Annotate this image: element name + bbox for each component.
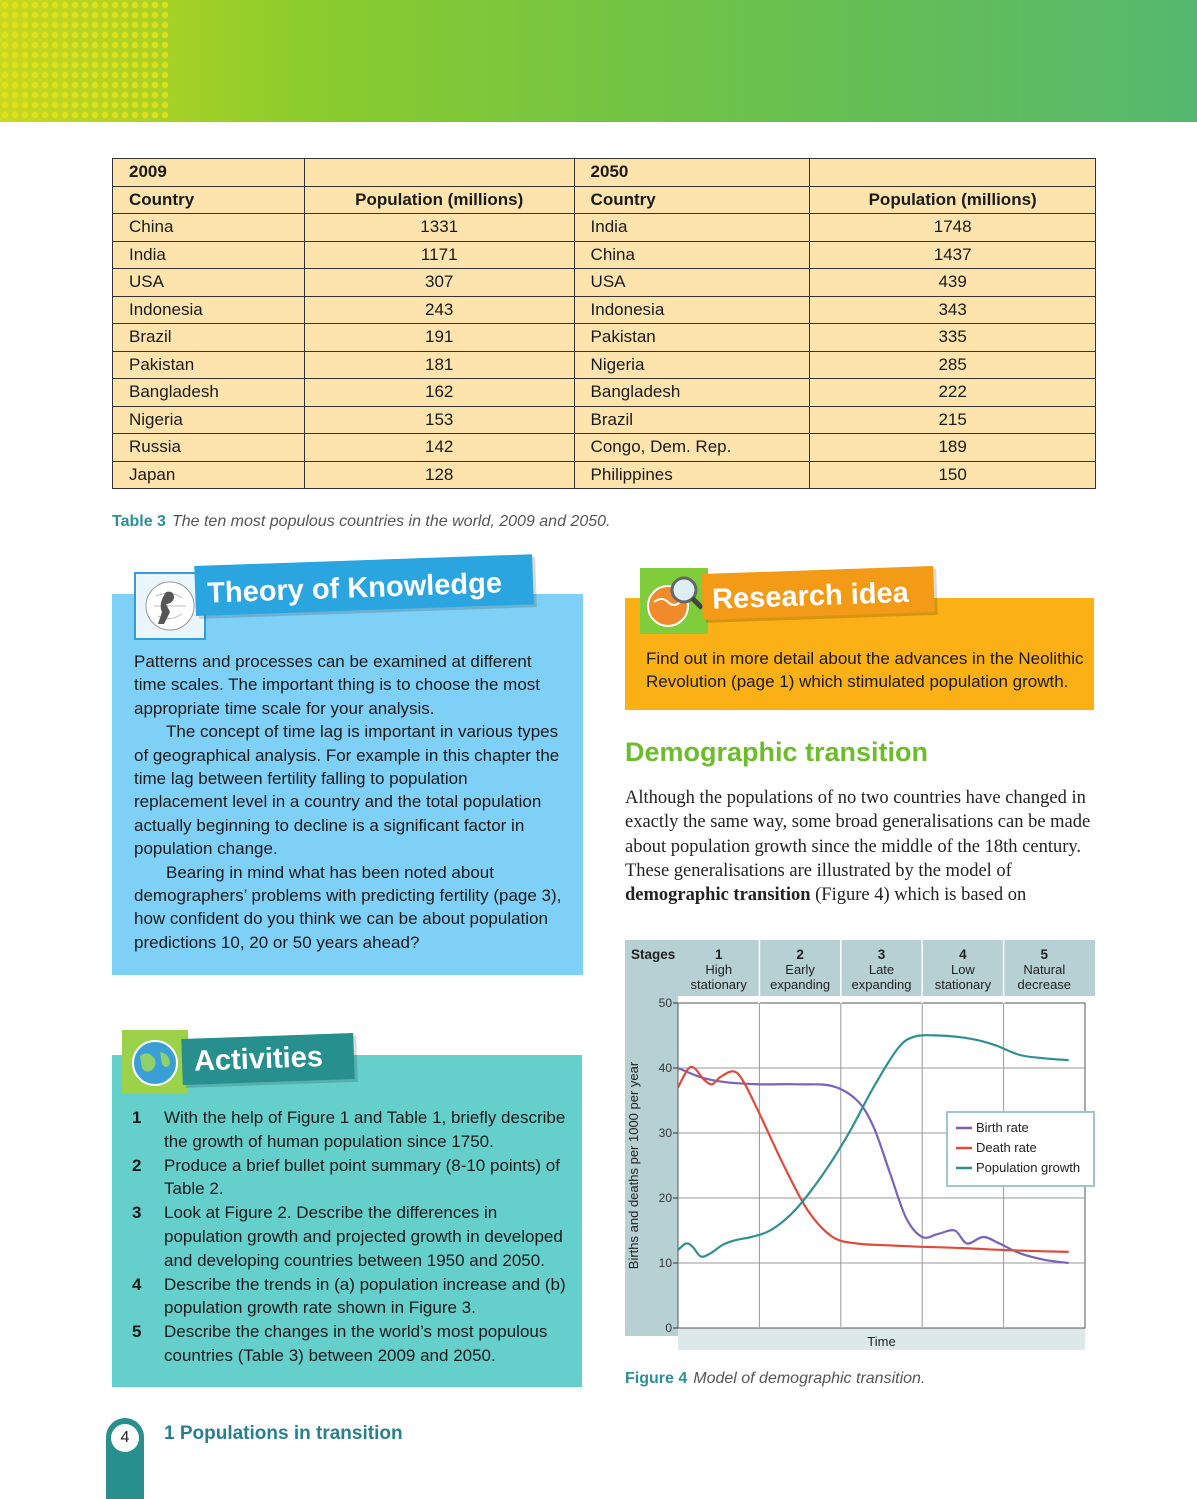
table-row — [113, 351, 1096, 379]
stage-name-line1: Low — [950, 962, 975, 977]
header-banner — [0, 0, 1197, 122]
table-caption-label: Table 3 — [112, 513, 166, 530]
figure-caption-label: Figure 4 — [625, 1370, 688, 1387]
col-population-2050: Population (millions) — [810, 186, 1096, 214]
table-cell: 222 — [810, 379, 1096, 407]
legend-label: Population growth — [976, 1160, 1081, 1175]
activity-number: 2 — [132, 1155, 142, 1175]
activity-item — [132, 1320, 572, 1368]
table-cell: Bangladesh — [574, 379, 810, 407]
table-cell: 215 — [810, 406, 1096, 434]
activity-number: 4 — [132, 1274, 142, 1294]
activity-text: Produce a brief bullet point summary (8-10 points) of Table 2. — [164, 1155, 560, 1199]
stages-label: Stages — [631, 947, 676, 962]
table-cell: USA — [113, 269, 305, 297]
activity-item — [132, 1273, 572, 1321]
stage-name-line2: expanding — [770, 977, 831, 992]
activity-item — [132, 1106, 572, 1154]
tok-paragraph: The concept of time lag is important in various types of geographical analysis. For example in this chapter the time lag between fertility falling to population replacement level in a country and the total population actually beginning to decline is a significant factor in population change. — [134, 722, 560, 859]
table-cell: 439 — [810, 269, 1096, 297]
table-cell: Philippines — [574, 461, 810, 489]
halftone-dots — [0, 0, 170, 122]
table-cell: China — [574, 241, 810, 269]
table-row — [113, 296, 1096, 324]
table-cell: India — [574, 214, 810, 242]
tok-paragraph: Patterns and processes can be examined at different time scales. The important thing is to choose the most appropriate time scale for your analysis. — [134, 652, 540, 718]
table-row — [113, 214, 1096, 242]
table-year-row — [113, 159, 1096, 187]
stage-name-line1: Natural — [1023, 962, 1066, 977]
table-cell: Brazil — [574, 406, 810, 434]
page-number: 4 — [111, 1424, 139, 1452]
population-table — [112, 158, 1096, 489]
table-caption — [112, 513, 610, 531]
table-row — [113, 434, 1096, 462]
table-cell: 191 — [304, 324, 574, 352]
year-2050: 2050 — [574, 159, 810, 187]
table-cell: 189 — [810, 434, 1096, 462]
table-cell: 285 — [810, 351, 1096, 379]
table-cell: USA — [574, 269, 810, 297]
demographic-transition-chart — [625, 940, 1095, 1352]
table-cell: 1437 — [810, 241, 1096, 269]
tok-tag — [134, 566, 524, 636]
table-cell: 335 — [810, 324, 1096, 352]
table-row — [113, 324, 1096, 352]
y-axis-label: Births and deaths per 1000 per year — [626, 1061, 641, 1270]
section-body: Although the populations of no two countries have changed in exactly the same way, some broad generalisations can be made about population growth since the middle of the 18th century. These generalisations are illustrated by the model of demographic transition (Figure 4) which is based on — [625, 788, 1091, 906]
y-tick-label: 0 — [665, 1321, 672, 1335]
table-cell: Japan — [113, 461, 305, 489]
table-row — [113, 241, 1096, 269]
tok-paragraph: Bearing in mind what has been noted about demographers’ problems with predicting fertility (page 3), how confident do you think we can be about population predictions 10, 20 or 50 years ahead? — [134, 862, 562, 952]
table-cell: China — [113, 214, 305, 242]
table-cell: 181 — [304, 351, 574, 379]
stage-name-line2: stationary — [934, 977, 992, 992]
table-cell: Russia — [113, 434, 305, 462]
table-cell: Congo, Dem. Rep. — [574, 434, 810, 462]
activity-item — [132, 1154, 572, 1202]
y-tick-label: 40 — [658, 1061, 672, 1075]
table-cell: 1171 — [304, 241, 574, 269]
stage-number: 3 — [877, 947, 886, 962]
table-cell: 128 — [304, 461, 574, 489]
table-cell: Bangladesh — [113, 379, 305, 407]
key-term: demographic transition — [625, 885, 811, 906]
table-header-row — [113, 186, 1096, 214]
activity-text: Describe the changes in the world’s most populous countries (Table 3) between 2009 and 2050. — [164, 1322, 548, 1365]
table-cell: 150 — [810, 461, 1096, 489]
activities-title: Activities — [181, 1033, 355, 1085]
tok-text — [134, 650, 564, 954]
y-tick-label: 20 — [658, 1191, 672, 1205]
activity-number: 5 — [132, 1322, 142, 1342]
activity-number: 1 — [132, 1108, 142, 1127]
col-population-2009: Population (millions) — [304, 186, 574, 214]
legend-label: Birth rate — [976, 1120, 1029, 1135]
research-tag — [640, 566, 930, 636]
table-cell: Brazil — [113, 324, 305, 352]
activity-text: With the help of Figure 1 and Table 1, briefly describe the growth of human population since 1750. — [164, 1108, 566, 1151]
activity-number: 3 — [132, 1203, 142, 1223]
activities-tag — [122, 1026, 352, 1096]
tok-title: Theory of Knowledge — [194, 554, 534, 616]
table-cell: Indonesia — [574, 296, 810, 324]
activity-item — [132, 1201, 572, 1272]
x-axis-label: Time — [867, 1334, 896, 1349]
table-cell: 153 — [304, 406, 574, 434]
table-cell: Nigeria — [574, 351, 810, 379]
y-tick-label: 30 — [658, 1126, 672, 1140]
table-caption-text: The ten most populous countries in the world, 2009 and 2050. — [171, 513, 611, 530]
stage-number: 5 — [1040, 947, 1049, 962]
y-tick-label: 10 — [658, 1256, 672, 1270]
table-row — [113, 406, 1096, 434]
table-cell: 142 — [304, 434, 574, 462]
stage-number: 2 — [796, 947, 804, 962]
stage-name-line1: Early — [785, 962, 815, 977]
table-cell: 307 — [304, 269, 574, 297]
table-cell: Pakistan — [574, 324, 810, 352]
stage-number: 1 — [714, 947, 723, 962]
page-tab — [106, 1418, 144, 1499]
figure-caption — [625, 1370, 925, 1388]
activities-list — [132, 1106, 572, 1368]
col-country-2050: Country — [574, 186, 810, 214]
stage-name-line2: decrease — [1017, 977, 1072, 992]
table-row — [113, 461, 1096, 489]
year-2009: 2009 — [113, 159, 305, 187]
activity-text: Look at Figure 2. Describe the differences in population growth and projected growth in developed and developing countries between 1950 and 2050. — [164, 1203, 563, 1270]
y-tick-label: 50 — [658, 996, 672, 1010]
figure-demographic-transition — [625, 940, 1095, 1352]
table-cell: 343 — [810, 296, 1096, 324]
figure-caption-text: Model of demographic transition. — [693, 1370, 926, 1387]
table-cell: 1331 — [304, 214, 574, 242]
stage-name-line1: Late — [868, 962, 895, 977]
stage-number: 4 — [959, 947, 967, 962]
research-text: Find out in more detail about the advances in the Neolithic Revolution (page 1) which stimulated population growth. — [646, 649, 1084, 692]
activity-text: Describe the trends in (a) population increase and (b) population growth rate shown in Figure 3. — [164, 1274, 566, 1318]
table-cell: 1748 — [810, 214, 1096, 242]
stage-name-line2: stationary — [690, 977, 747, 992]
table-cell: Indonesia — [113, 296, 305, 324]
col-country-2009: Country — [113, 186, 305, 214]
globe-icon — [122, 1030, 188, 1094]
section-heading: Demographic transition — [625, 737, 929, 767]
table-cell: Nigeria — [113, 406, 305, 434]
chapter-title: 1 Populations in transition — [164, 1423, 403, 1444]
table-row — [113, 379, 1096, 407]
table-cell: Pakistan — [113, 351, 305, 379]
stage-name-line1: High — [705, 962, 733, 977]
table-row — [113, 269, 1096, 297]
table-cell: India — [113, 241, 305, 269]
table-cell: 243 — [304, 296, 574, 324]
table-cell: 162 — [304, 379, 574, 407]
legend-label: Death rate — [976, 1140, 1037, 1155]
stage-name-line2: expanding — [851, 977, 912, 992]
research-title: Research idea — [701, 566, 934, 620]
globe-magnifier-icon — [640, 568, 708, 634]
